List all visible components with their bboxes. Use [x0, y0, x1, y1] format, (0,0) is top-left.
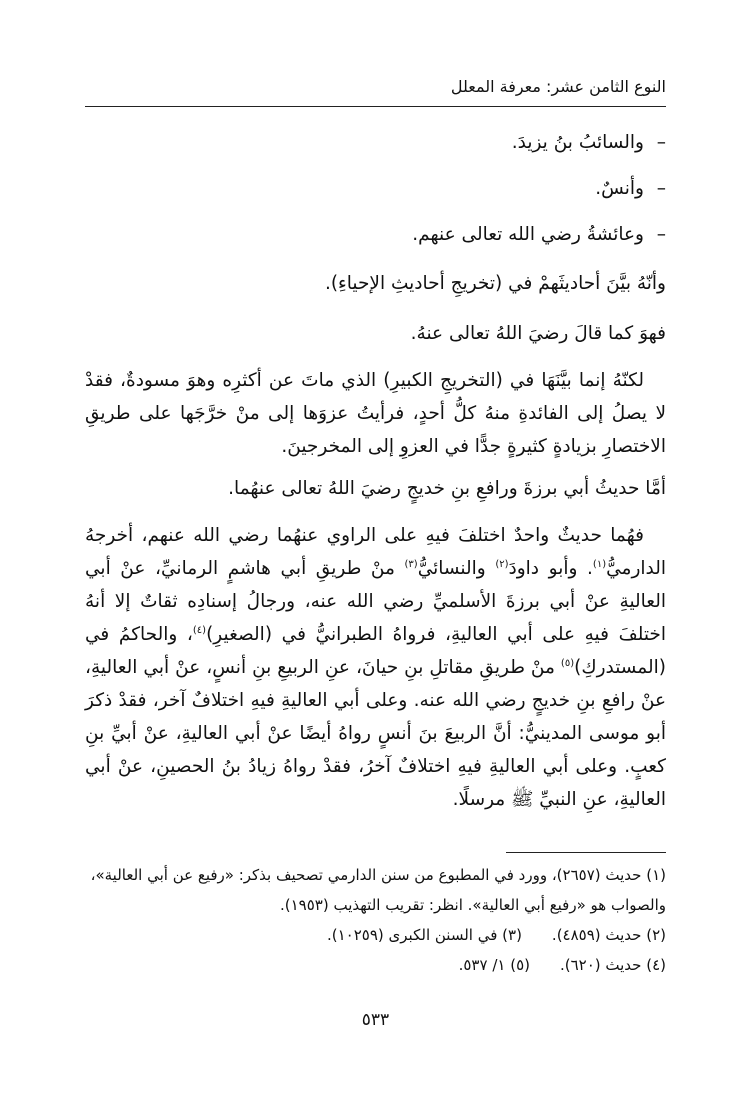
paragraph-text: والنسائيُّ [417, 558, 496, 579]
list-dash: – [656, 224, 666, 245]
footnote-ref-5[interactable]: (٥) [560, 657, 575, 669]
paragraph-takhrij: لكنّهُ إنما بيَّنَهَا في (التخريجِ الكبيرِ) الذي ماتَ عن أكثرِه وهوَ مسودةٌ، فقدْ لا يصلُ إلى الفائدةِ منهُ كلُّ أحدٍ، فرأيتُ عزوَها إلى منْ خرَّجَها على طريقِ الاختصارِ بزيادةٍ كثيرةٍ جدًّا في العزوِ إلى المخرجينَ. [85, 370, 666, 457]
footnotes [85, 860, 666, 980]
main-text [85, 120, 666, 822]
footnote-3: (٣) في السنن الكبرى (١٠٢٥٩). [327, 926, 522, 944]
paragraph-text: ، والحاكمُ في (المستدركِ) [85, 624, 666, 678]
paragraph-text: منْ طريقِ مقاتلِ بنِ حيانَ، عنِ الربيعِ بنِ أنسٍ، عنْ أبي العاليةِ، عنْ رافعِ بنِ خديجٍ رضي الله عنه. وعلى أبي العاليةِ فيهِ اختلافٌ آخر، فقدْ ذكرَ أبو موسى المدينيُّ: أنَّ الربيعَ بنَ أنسٍ رواهُ أيضًا عنْ أبي العاليةِ، عنْ أبيِّ بنِ كعبٍ. وعلى أبي العاليةِ فيهِ اختلافٌ آخرُ، فقدْ رواهُ زيادُ بنُ الحصينِ، عنْ أبي العاليةِ، عنِ النبيِّ ﷺ مرسلًا. [85, 657, 666, 810]
footnote-ref-1[interactable]: (١) [592, 558, 607, 570]
list-item [85, 212, 666, 258]
list-item-text: وأنسٌ. [595, 178, 644, 199]
paragraph-text: . وأبو داودَ [508, 558, 593, 579]
list-dash: – [656, 132, 666, 153]
footnote-ref-3[interactable]: (٣) [404, 558, 418, 570]
footnote-2: (٢) حديث (٤٨٥٩). [551, 926, 666, 944]
header-divider [85, 106, 666, 107]
footnote-4: (٤) حديث (٦٢٠). [559, 956, 666, 974]
footnote-row [85, 920, 666, 950]
footnote-ref-4[interactable]: (٤) [192, 624, 207, 636]
page-number: ٥٣٣ [361, 1010, 390, 1030]
list-item [85, 166, 666, 212]
paragraph-hadith [85, 519, 666, 816]
list-item [85, 120, 666, 166]
statement-line: وأنّهُ بيَّنَ أحاديثَهمْ في (تخريجِ أحاديثِ الإحياءِ). [324, 273, 666, 294]
paragraph-text: منْ طريقِ أبي هاشمٍ الرمانيِّ، عنْ أبي العاليةِ عنْ أبي برزةَ الأسلميِّ رضي الله عنه، ورجالُ إسنادِه ثقاتٌ إلا أنهُ اختلفَ فيهِ على أبي العاليةِ، فرواهُ الطبرانيُّ في (الصغيرِ) [85, 558, 666, 645]
running-header: النوع الثامن عشر: معرفة المعلل [450, 77, 666, 96]
footnote-5: (٥) ١/ ٥٣٧. [458, 956, 530, 974]
list-item-text: والسائبُ بنُ يزيدَ. [511, 132, 644, 153]
quote-line: فهوَ كما قالَ رضيَ اللهُ تعالى عنهُ. [410, 323, 666, 344]
footnote-row [85, 950, 666, 980]
footnote-divider [506, 852, 666, 853]
list-item-text: وعائشةُ رضي الله تعالى عنهم. [412, 224, 644, 245]
hadith-heading-line: أمَّا حديثُ أبي برزةَ ورافعِ بنِ خديجٍ رضيَ اللهُ تعالى عنهُما. [228, 478, 666, 499]
footnote-ref-2[interactable]: (٢) [495, 558, 509, 570]
footnote-1: (١) حديث (٢٦٥٧)، وورد في المطبوع من سنن الدارمي تصحيف بذكر: «رفيع عن أبي العالية»، والصواب هو «رفيع أبي العالية». انظر: تقريب التهذيب (١٩٥٣). [90, 866, 666, 914]
list-dash: – [656, 178, 666, 199]
paragraph-text: فهُما حديثٌ واحدٌ اختلفَ فيهِ على الراوي عنهُما رضي الله عنهم، أخرجهُ الدارميُّ [85, 525, 666, 579]
